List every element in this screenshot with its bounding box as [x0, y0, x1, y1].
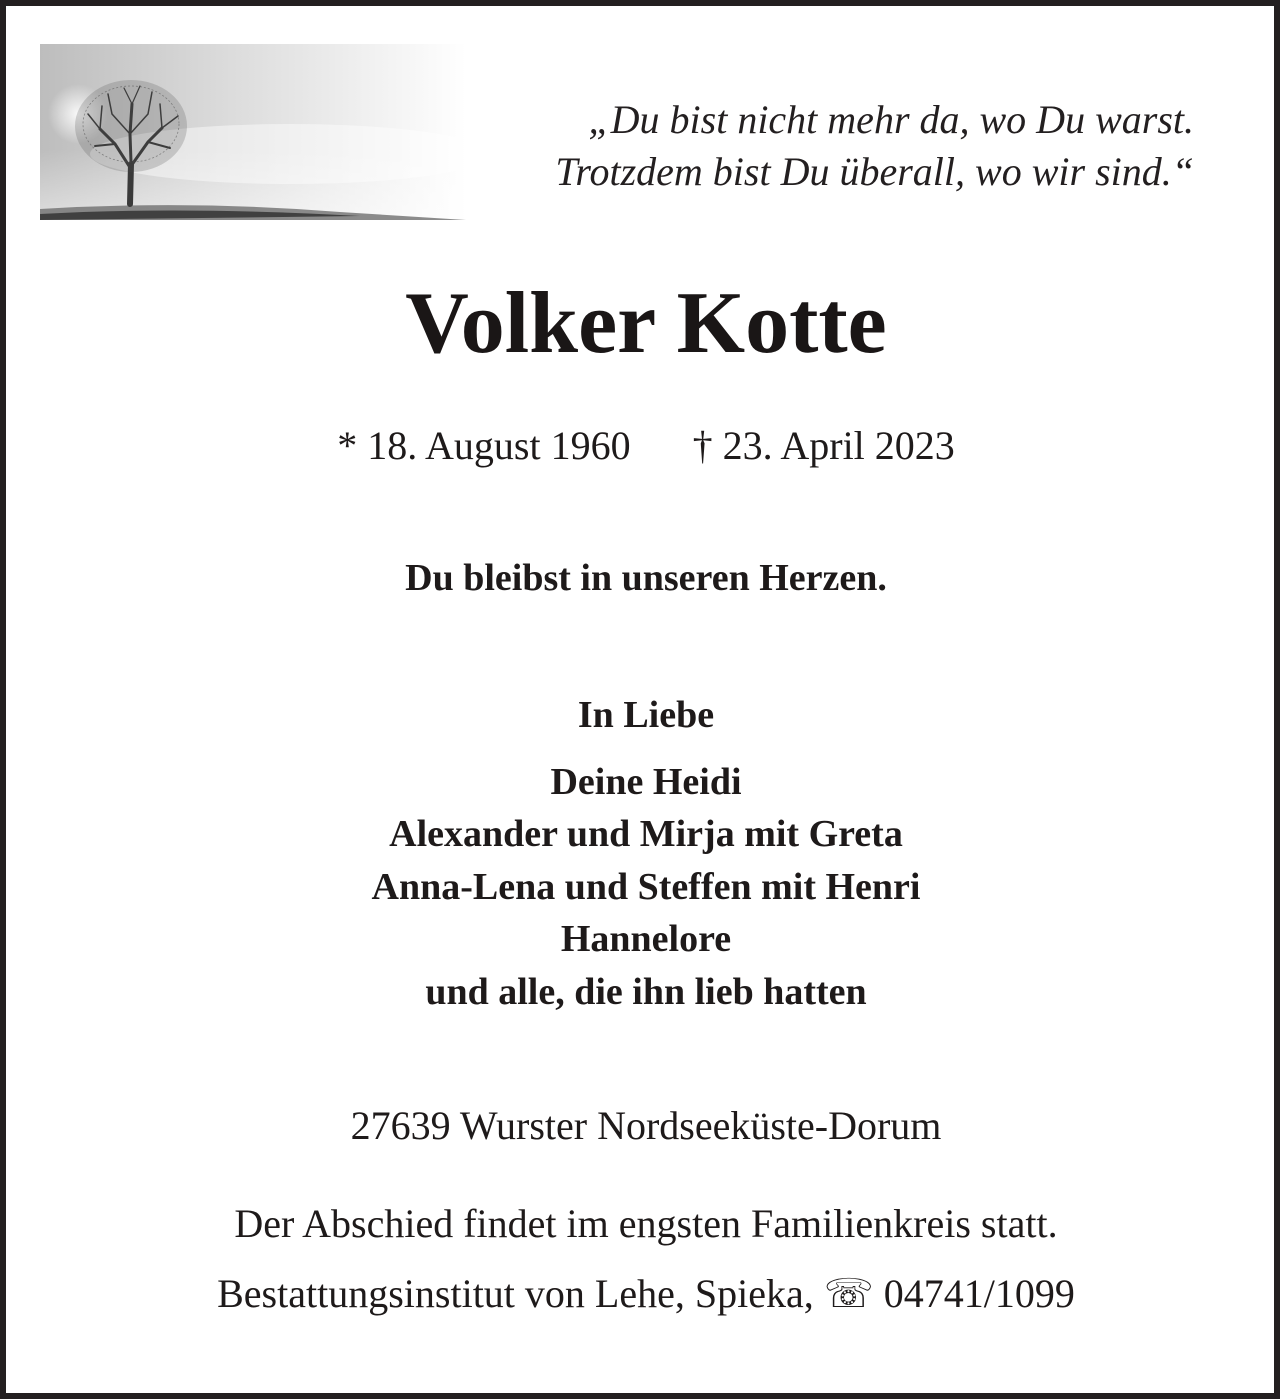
birth-date: * 18. August 1960: [337, 423, 631, 468]
life-dates: [6, 420, 1280, 472]
quote-line: Trotzdem bist Du überall, wo wir sind.“: [555, 149, 1194, 194]
mourner-name: Alexander und Mirja mit Greta: [389, 813, 903, 855]
mourner-name: Deine Heidi: [550, 760, 742, 803]
quote: [414, 94, 1194, 198]
farewell-note: Der Abschied findet im engsten Familienkreis statt.: [234, 1201, 1058, 1246]
death-date: † 23. April 2023: [692, 423, 955, 468]
deceased-name: Volker Kotte: [405, 275, 887, 372]
motto: Du bleibst in unseren Herzen.: [405, 557, 887, 599]
mourner-name: Hannelore: [560, 918, 732, 960]
mourners-intro: In Liebe: [577, 694, 715, 736]
mourner-name: und alle, die ihn lieb hatten: [425, 970, 867, 1013]
place: 27639 Wurster Nordseeküste-Dorum: [350, 1103, 942, 1148]
mourners-block: [6, 689, 1280, 1018]
funeral-home: Bestattungsinstitut von Lehe, Spieka, ☏ 04741/1099: [217, 1271, 1075, 1316]
mourner-name: Anna-Lena und Steffen mit Henri: [371, 865, 921, 908]
tree-photo: [40, 44, 466, 220]
quote-line: „Du bist nicht mehr da, wo Du warst.: [588, 97, 1194, 142]
